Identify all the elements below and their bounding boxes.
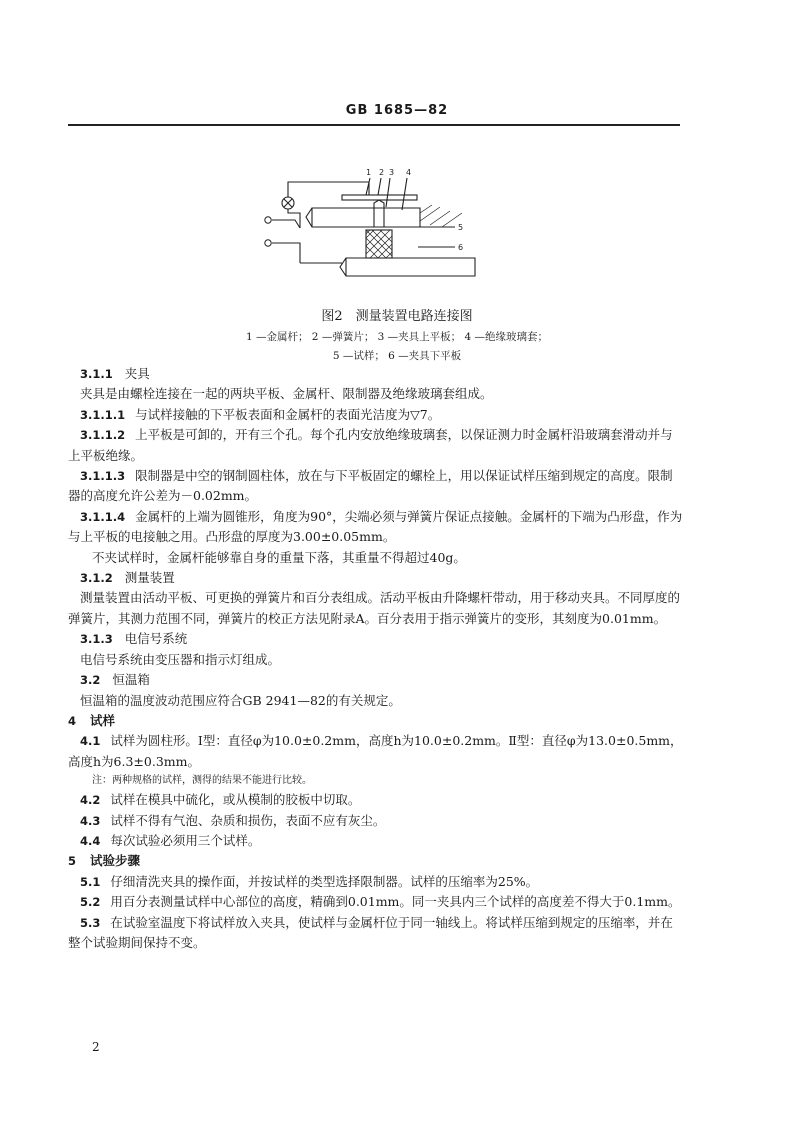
paragraph — [68, 811, 684, 831]
indicator-lamp-icon — [282, 197, 294, 209]
figure-legend: 5 —试样； 6 —夹具下平板 — [332, 350, 462, 362]
document-body — [68, 364, 684, 953]
paragraph — [68, 507, 684, 548]
clause-number: 5 — [68, 854, 77, 869]
clause-text: 上平板是可卸的，开有三个孔。每个孔内安放绝缘玻璃套，以保证测力时金属杆沿玻璃套滑动并与上平板绝缘。 — [68, 427, 673, 463]
plate-hatching — [420, 205, 462, 227]
clause-text: 测量装置由活动平板、可更换的弹簧片和百分表组成。活动平板由升降螺杆带动，用于移动夹具。不同厚度的弹簧片，其测力范围不同，弹簧片的校正方法见附录A。百分表用于指示弹簧片的变形，其刻度为0.01mm。 — [68, 590, 681, 626]
clause-number: 4.3 — [80, 813, 101, 828]
clause-number: 3.2 — [80, 673, 101, 688]
clause-text: 试样为圆柱形。Ⅰ型：直径φ为10.0±0.2mm，高度h为10.0±0.2mm。Ⅱ型：直径φ为13.0±0.5mm，高度h为6.3±0.3mm。 — [68, 733, 683, 769]
clause-text: 每次试验必须用三个试样。 — [110, 832, 261, 848]
upper-plate — [306, 208, 420, 227]
section-heading — [68, 711, 684, 731]
paragraph — [68, 831, 684, 851]
clause-text: 仔细清洗夹具的操作面，并按试样的类型选择限制器。试样的压缩率为25%。 — [110, 873, 539, 889]
terminal — [265, 240, 271, 246]
clause-text: 电信号系统 — [124, 631, 188, 647]
subsection-heading — [68, 629, 684, 649]
clause-number: 4.2 — [80, 793, 101, 808]
specimen-hatching — [366, 230, 392, 258]
clause-text: 恒温箱的温度波动范围应符合GB 2941—82的有关规定。 — [80, 692, 401, 708]
clause-text: 试样在模具中硫化，或从模制的胶板中切取。 — [110, 792, 361, 808]
clause-number: 3.1.1.3 — [80, 469, 126, 484]
section-heading — [68, 851, 684, 871]
subsection-heading — [68, 670, 684, 690]
clause-text: 金属杆的上端为圆锥形，角度为90°，尖端必须与弹簧片保证点接触。金属杆的下端为凸形盘，作为与上平板的电接触之用。凸形盘的厚度为3.00±0.05mm。 — [68, 508, 683, 545]
subsection-heading — [68, 568, 684, 588]
clause-number: 3.1.1 — [80, 367, 113, 381]
clause-text: 不夹试样时，金属杆能够靠自身的重量下落，其重量不得超过40g。 — [92, 549, 466, 565]
leaf-spring — [342, 195, 417, 200]
page-number: 2 — [92, 1040, 100, 1054]
circuit-diagram — [250, 165, 495, 285]
clause-number: 3.1.1.1 — [80, 407, 126, 422]
paragraph — [68, 790, 684, 810]
clause-text: 恒温箱 — [112, 672, 150, 688]
paragraph — [68, 913, 684, 954]
clause-text: 电信号系统由变压器和指示灯组成。 — [80, 651, 281, 667]
clause-number: 3.1.1.2 — [80, 428, 126, 443]
circuit-wire — [272, 243, 300, 263]
header-rule — [68, 124, 680, 126]
paragraph — [68, 892, 684, 912]
paragraph — [68, 691, 684, 711]
clause-text: 夹具 — [124, 366, 150, 381]
terminal — [265, 217, 271, 223]
paragraph — [68, 384, 684, 404]
clause-text: 试验步骤 — [90, 853, 141, 869]
clause-text: 测量装置 — [124, 570, 175, 586]
clause-number: 3.1.2 — [80, 571, 113, 586]
lower-plate — [340, 258, 475, 276]
leader-lines — [366, 178, 455, 247]
clause-number: 5.3 — [80, 915, 101, 930]
clause-number: 5.1 — [80, 874, 101, 889]
paragraph — [68, 405, 684, 425]
clause-text: 用百分表测量试样中心部位的高度，精确到0.01mm。同一夹具内三个试样的高度差不得大于0.1mm。 — [110, 894, 681, 910]
figure-label: 1 — [366, 168, 372, 177]
subsection-heading — [68, 364, 684, 384]
clause-text: 限制器是中空的钢制圆柱体，放在与下平板固定的螺栓上，用以保证试样压缩到规定的高度。限制器的高度允许公差为－0.02mm。 — [68, 468, 673, 504]
document-code: GB 1685—82 — [345, 103, 449, 118]
note — [68, 772, 684, 790]
clause-number: 4.4 — [80, 833, 101, 848]
paragraph — [68, 425, 684, 466]
clause-text: 在试验室温度下将试样放入夹具，使试样与金属杆位于同一轴线上。将试样压缩到规定的压缩率，并在整个试验期间保持不变。 — [68, 914, 673, 950]
figure-title: 图2 测量装置电路连接图 — [321, 309, 473, 324]
clause-number: 3.1.3 — [80, 632, 113, 647]
metal-rod — [374, 200, 384, 227]
paragraph — [68, 650, 684, 670]
clause-text: 试样不得有气泡、杂质和损伤，表面不应有灰尘。 — [110, 812, 386, 828]
paragraph — [68, 731, 684, 772]
paragraph — [68, 548, 684, 568]
paragraph — [68, 872, 684, 892]
clause-number: 5.2 — [80, 895, 101, 910]
clause-text: 试样 — [90, 712, 116, 728]
paragraph — [68, 466, 684, 507]
figure-label: 2 — [379, 168, 385, 177]
clause-number: 4.1 — [80, 734, 101, 749]
figure-label: 4 — [406, 168, 412, 177]
paragraph — [68, 588, 684, 629]
clause-text: 夹具是由螺栓连接在一起的两块平板、金属杆、限制器及绝缘玻璃套组成。 — [80, 386, 493, 402]
clause-number: 4 — [68, 713, 77, 728]
figure-label: 3 — [389, 168, 395, 177]
clause-text: 与试样接触的下平板表面和金属杆的表面光洁度为▽7。 — [135, 406, 441, 422]
clause-number: 3.1.1.4 — [80, 509, 126, 524]
figure-label: 5 — [458, 223, 464, 232]
figure-label: 6 — [458, 243, 464, 252]
figure-legend: 1 —金属杆； 2 —弹簧片； 3 —夹具上平板； 4 —绝缘玻璃套； — [245, 331, 549, 343]
clause-text: 注：两种规格的试样，测得的结果不能进行比较。 — [92, 775, 312, 787]
circuit-wire — [272, 220, 300, 228]
